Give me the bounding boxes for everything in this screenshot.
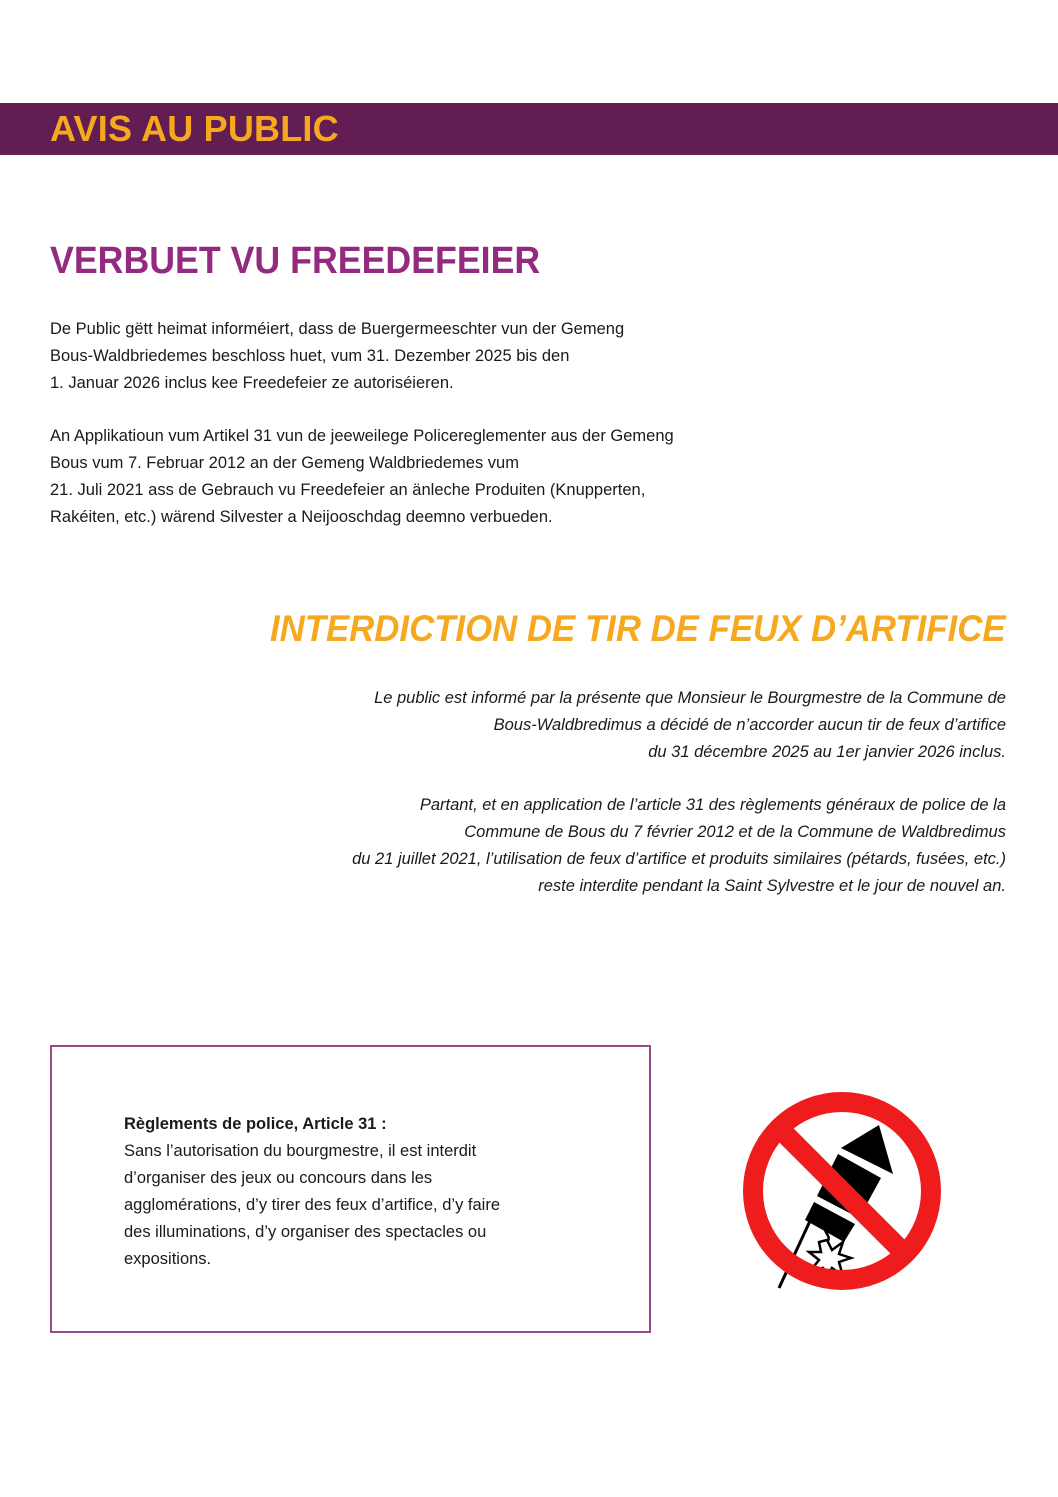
luxembourgish-paragraph-2	[50, 423, 770, 531]
text-line: du 31 décembre 2025 au 1er janvier 2026 inclus.	[648, 743, 1006, 761]
police-rule-box	[50, 1045, 651, 1333]
french-title: INTERDICTION DE TIR DE FEUX D’ARTIFICE	[270, 608, 1006, 649]
police-rule-content	[124, 1111, 604, 1273]
no-fireworks-sign	[741, 1090, 943, 1292]
text-line: Bous vum 7. Februar 2012 an der Gemeng Waldbriedemes vum	[50, 454, 519, 472]
text-line: des illuminations, d’y organiser des spectacles ou	[124, 1223, 487, 1241]
text-line: reste interdite pendant la Saint Sylvestre et le jour de nouvel an.	[538, 877, 1006, 895]
header-banner	[0, 103, 1058, 155]
text-line: Commune de Bous du 7 février 2012 et de la Commune de Waldbredimus	[464, 823, 1006, 841]
text-line: Partant, et en application de l’article 31 des règlements généraux de police de la	[419, 796, 1006, 814]
french-paragraph-2	[246, 792, 1006, 900]
text-line: Sans l’autorisation du bourgmestre, il est interdit	[124, 1142, 477, 1160]
text-line: An Applikatioun vum Artikel 31 vun de jeeweilege Policereglementer aus der Gemeng	[50, 427, 674, 445]
text-line: Rakéiten, etc.) wärend Silvester a Neijooschdag deemno verbueden.	[50, 508, 553, 526]
text-line: agglomérations, d’y tirer des feux d’artifice, d’y faire	[124, 1196, 501, 1214]
text-line: Bous-Waldbriedemes beschloss huet, vum 31. Dezember 2025 bis den	[50, 347, 570, 365]
text-line: expositions.	[124, 1250, 212, 1268]
text-line: Bous-Waldbredimus a décidé de n’accorder aucun tir de feux d’artifice	[493, 716, 1006, 734]
text-line: du 21 juillet 2021, l’utilisation de feux d’artifice et produits similaires (pétards, fusées, etc.)	[352, 850, 1006, 868]
prohibition-sign-icon	[753, 1102, 931, 1280]
banner-title: AVIS AU PUBLIC	[50, 108, 339, 149]
text-line: d’organiser des jeux ou concours dans les	[124, 1169, 433, 1187]
text-line: 21. Juli 2021 ass de Gebrauch vu Freedefeier an änleche Produiten (Knupperten,	[50, 481, 646, 499]
text-line: De Public gëtt heimat informéiert, dass de Buergermeeschter vun der Gemeng	[50, 320, 625, 338]
french-paragraph-1	[246, 685, 1006, 766]
luxembourgish-paragraph-1	[50, 316, 770, 397]
text-line: 1. Januar 2026 inclus kee Freedefeier ze autoriséieren.	[50, 374, 454, 392]
no-fireworks-icon	[741, 1090, 943, 1292]
police-rule-heading: Règlements de police, Article 31 :	[124, 1115, 387, 1133]
text-line: Le public est informé par la présente que Monsieur le Bourgmestre de la Commune de	[374, 689, 1006, 707]
luxembourgish-title: VERBUET VU FREEDEFEIER	[50, 240, 541, 282]
